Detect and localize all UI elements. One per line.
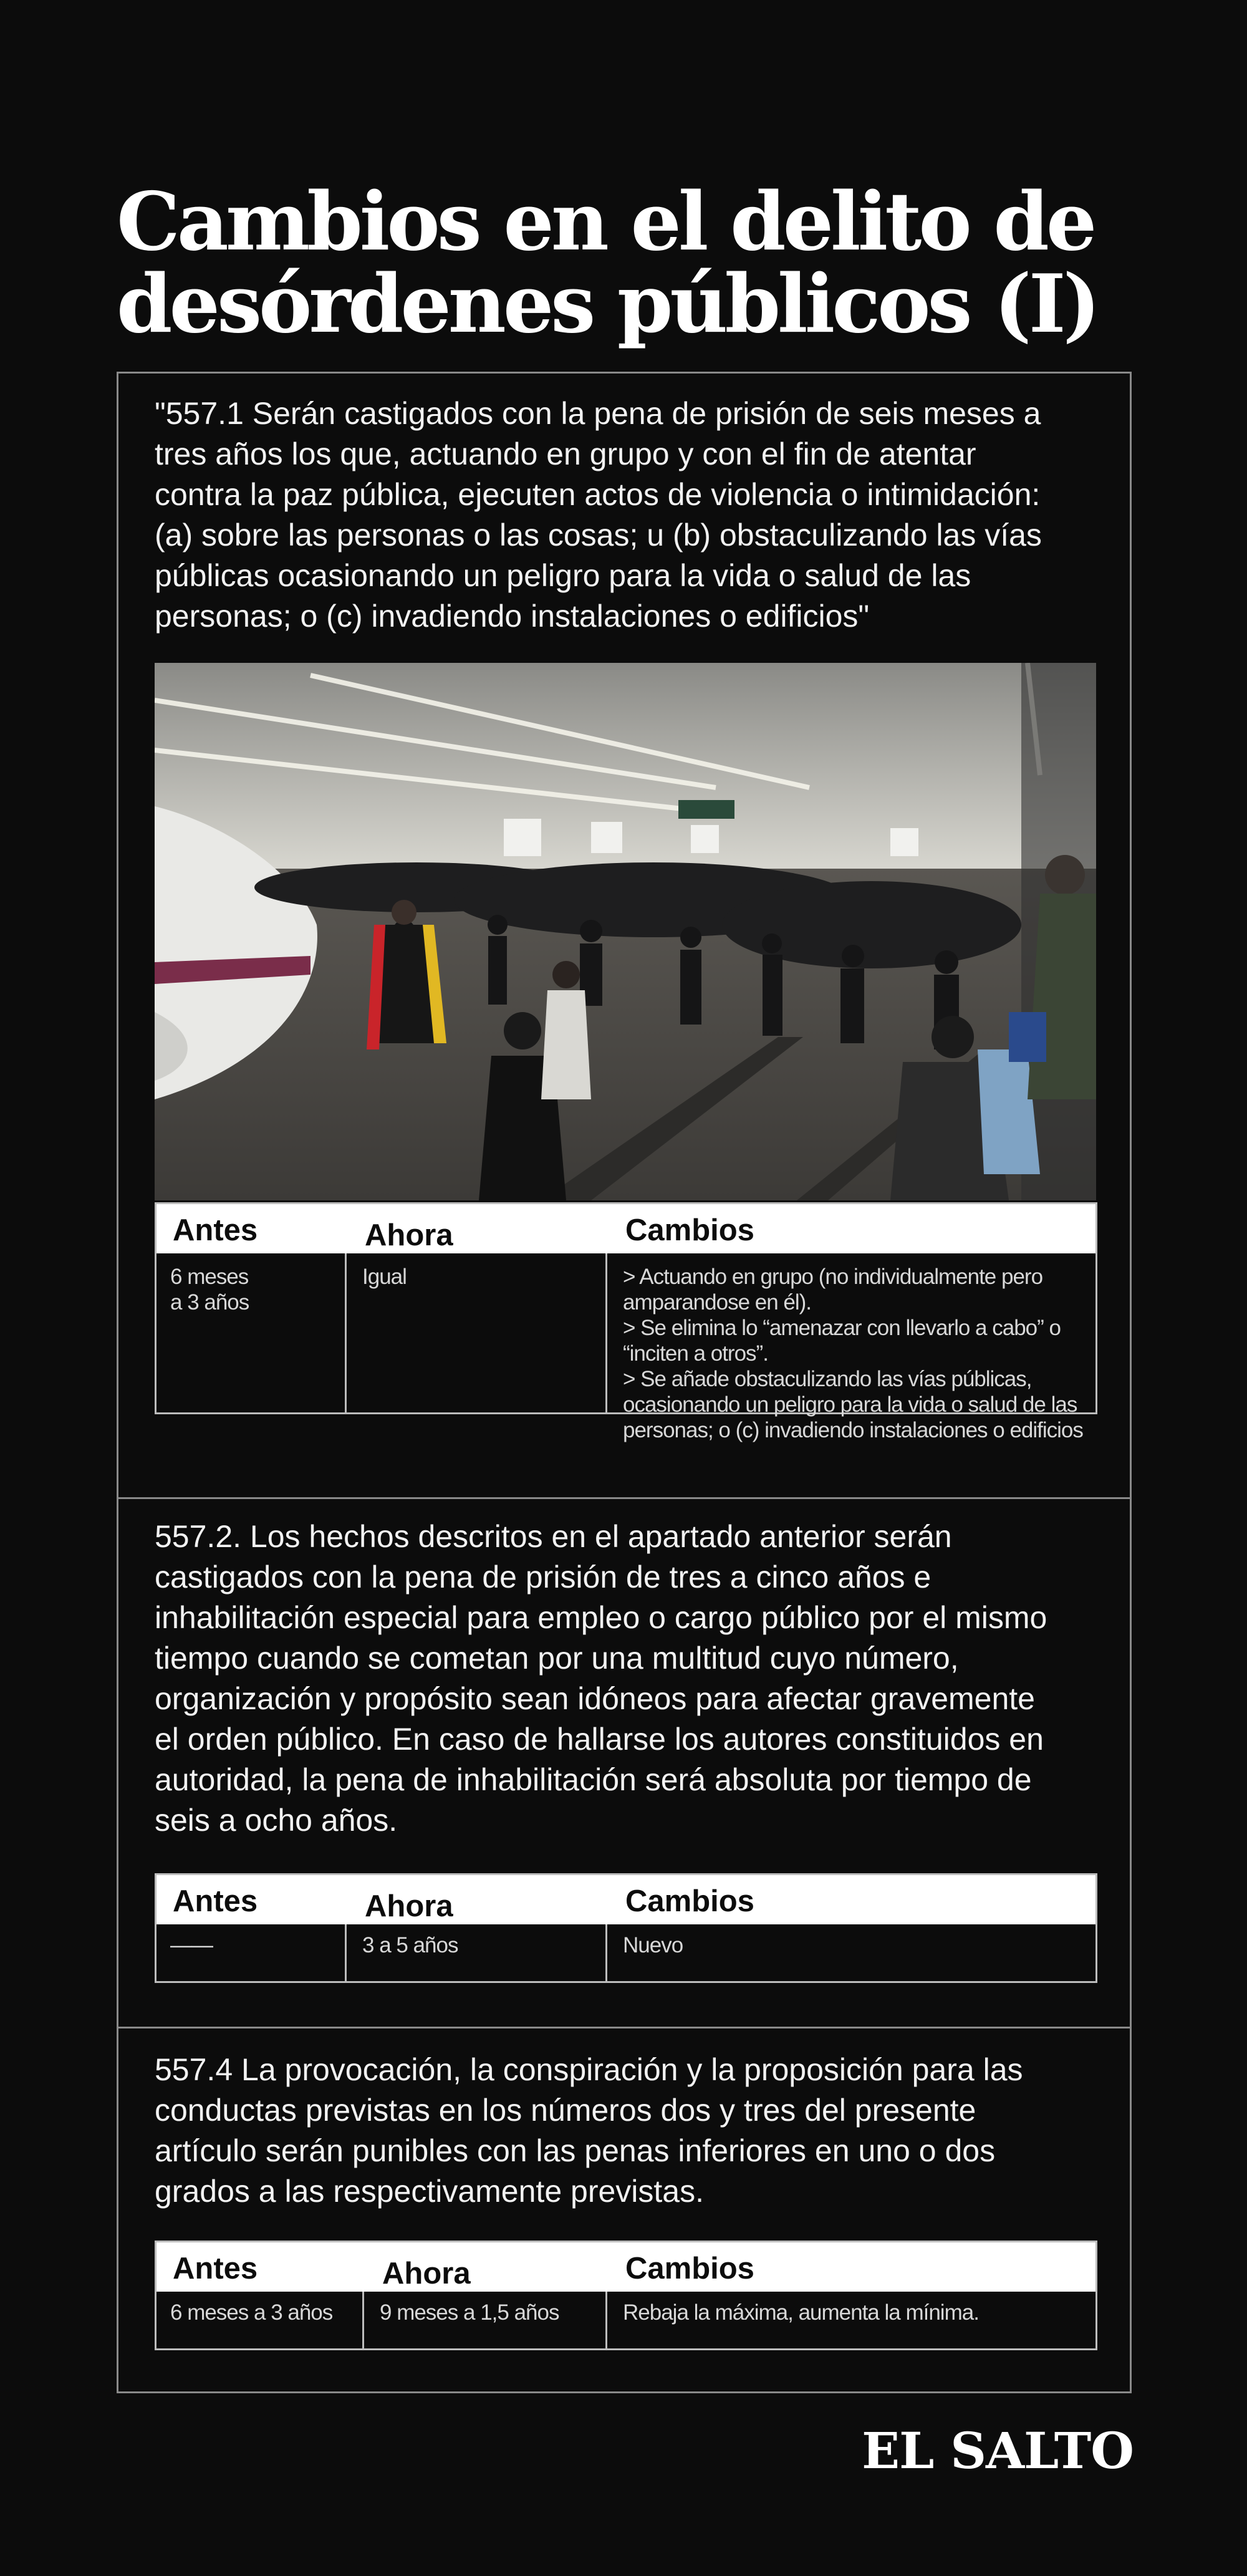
header-antes: Antes [173, 2252, 258, 2285]
cell-ahora: 3 a 5 años [362, 1933, 458, 1957]
text-line: inhabilitación especial para empleo o cargo público por el mismo [155, 1600, 1047, 1635]
header-cambios: Cambios [625, 2252, 754, 2285]
text-line: contra la paz pública, ejecuten actos de violencia o intimidación: [155, 477, 1041, 512]
article-557-1-panel [117, 372, 1132, 1499]
column-divider [605, 2292, 607, 2348]
cell-ahora: 9 meses a 1,5 años [380, 2300, 559, 2325]
text-line: artículo serán punibles con las penas inferiores en uno o dos [155, 2133, 996, 2168]
cell-line: personas; o (c) invadiendo instalaciones o edificios [623, 1418, 1083, 1442]
text-line: conductas previstas en los números dos y tres del presente [155, 2093, 976, 2128]
text-line: tres años los que, actuando en grupo y con el fin de atentar [155, 437, 976, 471]
text-line: 557.4 La provocación, la conspiración y la proposición para las [155, 2052, 1023, 2087]
column-divider [605, 1253, 607, 1412]
cell-line: > Se añade obstaculizando las vías públicas, [623, 1367, 1032, 1391]
text-line: castigados con la pena de prisión de tres a cinco años e [155, 1560, 932, 1594]
changes-table-557-1 [155, 1202, 1097, 1442]
text-line: personas; o (c) invadiendo instalaciones o edificios" [155, 599, 870, 634]
cell-line: “inciten a otros”. [623, 1341, 768, 1366]
cell-line: a 3 años [170, 1290, 249, 1315]
cell-antes [170, 1264, 249, 1315]
protest-station-photo [155, 663, 1096, 1200]
header-antes: Antes [173, 1213, 258, 1247]
column-divider [362, 2292, 364, 2348]
header-cambios: Cambios [625, 1213, 754, 1247]
photo-illustration [155, 663, 1096, 1200]
text-line: (a) sobre las personas o las cosas; u (b) obstaculizando las vías [155, 518, 1042, 552]
text-line: seis a ocho años. [155, 1803, 398, 1838]
text-line: grados a las respectivamente previstas. [155, 2174, 704, 2209]
text-line: 557.2. Los hechos descritos en el apartado anterior serán [155, 1519, 952, 1554]
cell-line: ocasionando un peligro para la vida o salud de las [623, 1392, 1077, 1417]
header-ahora: Ahora [365, 1889, 453, 1923]
cell-line: 6 meses [170, 1265, 249, 1289]
cell-antes: 6 meses a 3 años [170, 2300, 333, 2325]
header-ahora: Ahora [382, 2257, 471, 2290]
title-line: Cambios en el delito de [117, 175, 1094, 269]
title-line: desórdenes públicos (I) [117, 258, 1098, 351]
el-salto-logo: EL SALTO [862, 2421, 1134, 2480]
text-line: organización y propósito sean idóneos para afectar gravemente [155, 1681, 1035, 1716]
text-line: autoridad, la pena de inhabilitación será absoluta por tiempo de [155, 1762, 1032, 1797]
column-divider [605, 1924, 607, 1981]
text-line: el orden público. En caso de hallarse los autores constituidos en [155, 1722, 1044, 1757]
text-line: tiempo cuando se cometan por una multitud cuyo número, [155, 1641, 959, 1676]
changes-table-557-4 [155, 2241, 1097, 2350]
page-title [117, 175, 1177, 351]
text-line: "557.1 Serán castigados con la pena de prisión de seis meses a [155, 396, 1041, 431]
table-header [156, 1875, 1095, 1924]
cell-line: amparandose en él). [623, 1290, 812, 1315]
table-header [156, 1204, 1095, 1253]
text-line: públicas ocasionando un peligro para la vida o salud de las [155, 558, 971, 593]
cell-line: > Actuando en grupo (no individualmente pero [623, 1265, 1043, 1289]
cell-cambios: Rebaja la máxima, aumenta la mínima. [623, 2300, 979, 2325]
changes-table-557-2 [155, 1873, 1097, 1983]
cell-cambios [623, 1264, 1083, 1443]
cell-ahora [362, 1264, 407, 1290]
column-divider [345, 1253, 347, 1412]
article-557-2-text [155, 1517, 1102, 1841]
column-divider [345, 1924, 347, 1981]
cell-line: Igual [362, 1265, 407, 1289]
article-557-2-panel [117, 1497, 1132, 2028]
article-557-4-panel [117, 2027, 1132, 2393]
header-antes: Antes [173, 1884, 258, 1918]
cell-antes: —— [170, 1933, 213, 1957]
article-557-1-text [155, 393, 1102, 637]
header-cambios: Cambios [625, 1884, 754, 1918]
article-557-4-text [155, 2050, 1102, 2212]
cell-cambios: Nuevo [623, 1933, 683, 1957]
table-header [156, 2242, 1095, 2292]
header-ahora: Ahora [365, 1218, 453, 1252]
cell-line: > Se elimina lo “amenazar con llevarlo a cabo” o [623, 1316, 1061, 1340]
